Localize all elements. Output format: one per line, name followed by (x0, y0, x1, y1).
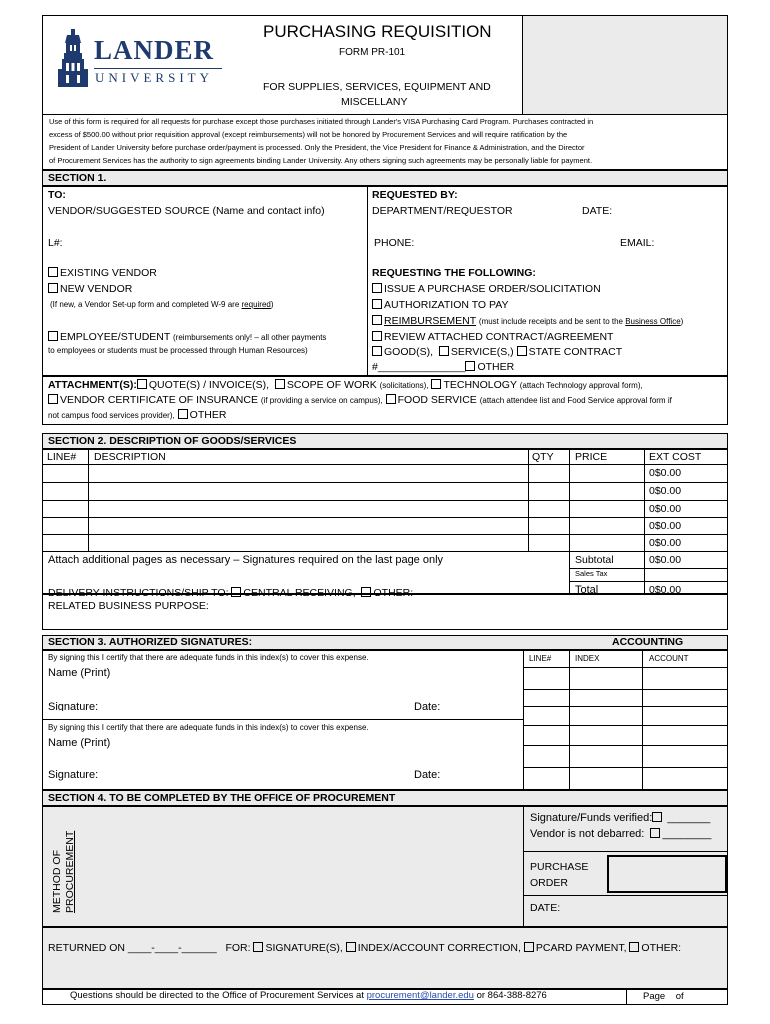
issue-po-option[interactable]: ISSUE A PURCHASE ORDER/SOLICITATION (372, 283, 601, 295)
signatures-box (42, 650, 728, 790)
method-label-2: PROCUREMENT (64, 830, 76, 913)
signature-2[interactable]: Signature: (48, 769, 99, 781)
section-2-heading: SECTION 2. DESCRIPTION OF GOODS/SERVICES (48, 435, 297, 447)
attachments-row-3[interactable]: not campus food services provider), OTHER (48, 409, 227, 421)
contract-other-option[interactable]: #_______________ OTHER (372, 361, 515, 373)
attach-pages-note: Attach additional pages as necessary – Signatures required on the last page only (48, 554, 444, 566)
col-ext-cost: EXT COST (649, 451, 702, 463)
section-1-heading: SECTION 1. (48, 172, 107, 184)
employee-note-2: to employees or students must be processed through Human Resources) (48, 346, 308, 355)
department-requestor-label[interactable]: DEPARTMENT/REQUESTOR (372, 205, 513, 217)
date-1[interactable]: Date: (414, 701, 441, 711)
business-purpose-label[interactable]: RELATED BUSINESS PURPOSE: (48, 600, 209, 612)
attachments-row-2[interactable]: VENDOR CERTIFICATE OF INSURANCE (if providing a service on campus), FOOD SERVICE (attach attendee list and Food Service approval form if (48, 394, 672, 406)
request-date-label[interactable]: DATE: (582, 205, 613, 217)
technology-checkbox[interactable] (431, 379, 441, 389)
scope-checkbox[interactable] (275, 379, 285, 389)
total-label: Total (575, 584, 599, 596)
certify-text-1: By signing this I certify that there are adequate funds in this index(s) to cover this expense. (48, 653, 369, 662)
employee-student-checkbox[interactable] (48, 331, 58, 341)
logo-name: LANDER (94, 35, 215, 65)
subtotal-label: Subtotal (575, 554, 614, 566)
returned-box (42, 927, 728, 989)
l-number-label[interactable]: L#: (48, 237, 63, 249)
delivery-instructions[interactable]: DELIVERY INSTRUCTIONS/SHIP TO: CENTRAL RECEIVING, OTHER: (48, 587, 414, 599)
form-subtitle-2: MISCELLANY (341, 96, 408, 108)
ext-cost-row-5[interactable]: 0$0.00 (649, 537, 682, 549)
new-vendor-note: (If new, a Vendor Set-up form and completed W-9 are required) (50, 300, 274, 309)
logo-sub: UNIVERSITY (95, 70, 213, 85)
intro-line-1: Use of this form is required for all requests for purchase except those purchases initiated through Lander's VISA Purchasing Card Program. Purchases contracted in (49, 117, 594, 126)
signature-1[interactable]: Signature: (48, 701, 99, 711)
purchase-order-label-2: ORDER (530, 877, 568, 889)
return-index-checkbox[interactable] (346, 942, 356, 952)
food-service-checkbox[interactable] (386, 394, 396, 404)
section-1-header (42, 170, 728, 186)
tower-icon (56, 29, 90, 87)
new-vendor-checkbox[interactable] (48, 283, 58, 293)
ext-cost-row-3[interactable]: 0$0.00 (649, 503, 682, 515)
goods-services-options[interactable]: GOOD(S), SERVICE(S,) STATE CONTRACT (372, 346, 622, 358)
reimbursement-option[interactable]: REIMBURSEMENT (must include receipts and be sent to the Business Office) (372, 315, 683, 327)
acct-col-line: LINE# (529, 654, 552, 663)
section-4-heading: SECTION 4. TO BE COMPLETED BY THE OFFICE OF PROCUREMENT (48, 792, 396, 804)
quote-checkbox[interactable] (137, 379, 147, 389)
name-print-1[interactable]: Name (Print) (48, 667, 111, 679)
requesting-label: REQUESTING THE FOLLOWING: (372, 267, 536, 279)
phone-label[interactable]: PHONE: (374, 237, 415, 249)
acct-col-index: INDEX (575, 654, 600, 663)
col-price: PRICE (575, 451, 608, 463)
procurement-email-link[interactable]: procurement@lander.edu (366, 990, 474, 1001)
lander-logo (56, 29, 228, 87)
new-vendor-option[interactable]: NEW VENDOR (48, 283, 132, 295)
goods-table (42, 449, 728, 594)
services-checkbox[interactable] (439, 346, 449, 356)
authorization-option[interactable]: AUTHORIZATION TO PAY (372, 299, 508, 311)
intro-line-4: of Procurement Services has the authority to sign agreements binding Lander University. Any others signing such agreements may be personally liable for payment. (49, 156, 593, 165)
col-qty: QTY (532, 451, 554, 463)
accounting-heading: ACCOUNTING (612, 636, 684, 648)
sales-tax-label: Sales Tax (575, 569, 608, 578)
attachments-row-1[interactable]: ATTACHMENT(S): QUOTE(S) / INVOICE(S), SCOPE OF WORK (solicitations), TECHNOLOGY (attach Technology approval form), (48, 379, 643, 391)
method-label-1: METHOD OF (51, 850, 63, 913)
page-label: Page of (643, 991, 684, 1002)
purchase-order-label-1: PURCHASE (530, 861, 589, 873)
date-2[interactable]: Date: (414, 769, 441, 781)
state-contract-checkbox[interactable] (517, 346, 527, 356)
to-label: TO: (48, 189, 66, 201)
existing-vendor-checkbox[interactable] (48, 267, 58, 277)
returned-row[interactable]: RETURNED ON ____-____-______ FOR: SIGNATURE(S), INDEX/ACCOUNT CORRECTION, PCARD PAYMENT, OTHER: (48, 942, 682, 954)
subtotal-value[interactable]: 0$0.00 (649, 554, 682, 566)
review-contract-checkbox[interactable] (372, 331, 382, 341)
po-number-box[interactable] (607, 855, 727, 893)
authorization-checkbox[interactable] (372, 299, 382, 309)
acct-col-account: ACCOUNT (649, 654, 689, 663)
form-subtitle-1: FOR SUPPLIES, SERVICES, EQUIPMENT AND (263, 81, 491, 93)
office-use-box (523, 16, 727, 114)
reimbursement-checkbox[interactable] (372, 315, 382, 325)
col-description: DESCRIPTION (94, 451, 166, 463)
ext-cost-row-2[interactable]: 0$0.00 (649, 485, 682, 497)
requested-by-label: REQUESTED BY: (372, 189, 458, 201)
other-checkbox[interactable] (465, 361, 475, 371)
procurement-date[interactable]: DATE: (530, 902, 561, 914)
issue-po-checkbox[interactable] (372, 283, 382, 293)
certify-text-2: By signing this I certify that there are adequate funds in this index(s) to cover this expense. (48, 723, 369, 732)
insurance-checkbox[interactable] (48, 394, 58, 404)
section-3-heading: SECTION 3. AUTHORIZED SIGNATURES: (48, 636, 253, 648)
form-title: PURCHASING REQUISITION (263, 22, 492, 41)
review-contract-option[interactable]: REVIEW ATTACHED CONTRACT/AGREEMENT (372, 331, 613, 343)
vendor-label[interactable]: VENDOR/SUGGESTED SOURCE (Name and contact info) (48, 205, 325, 217)
requisition-form (42, 15, 728, 1005)
total-value[interactable]: 0$0.00 (649, 584, 682, 596)
intro-line-2: excess of $500.00 without prior requisition approval (except reimbursements) will not be honored by Procurement Services and will require ratification by the (49, 130, 568, 139)
name-print-2[interactable]: Name (Print) (48, 737, 111, 749)
intro-line-3: President of Lander University before purchase order/payment is processed. Only the President, the Vice President for Finance & Administration, and the Director (49, 143, 585, 152)
signature-verified[interactable]: Signature/Funds verified: _______ (530, 812, 711, 824)
return-other-checkbox[interactable] (629, 942, 639, 952)
sig-verified-checkbox[interactable] (652, 812, 662, 822)
return-pcard-checkbox[interactable] (524, 942, 534, 952)
attach-other-checkbox[interactable] (178, 409, 188, 419)
form-number: FORM PR-101 (339, 47, 406, 58)
ext-cost-row-4[interactable]: 0$0.00 (649, 520, 682, 532)
employee-student-option[interactable]: EMPLOYEE/STUDENT (reimbursements only! – all other payments (48, 331, 326, 343)
not-debarred-checkbox[interactable] (650, 828, 660, 838)
existing-vendor-option[interactable]: EXISTING VENDOR (48, 267, 157, 279)
not-debarred[interactable]: Vendor is not debarred: ________ (530, 828, 712, 840)
goods-checkbox[interactable] (372, 346, 382, 356)
return-signature-checkbox[interactable] (253, 942, 263, 952)
col-line: LINE# (47, 451, 77, 463)
email-label[interactable]: EMAIL: (620, 237, 655, 249)
footer-contact: Questions should be directed to the Office of Procurement Services at procurement@lander.edu or 864-388-8276 (70, 990, 547, 1001)
ext-cost-row-1[interactable]: 0$0.00 (649, 467, 682, 479)
